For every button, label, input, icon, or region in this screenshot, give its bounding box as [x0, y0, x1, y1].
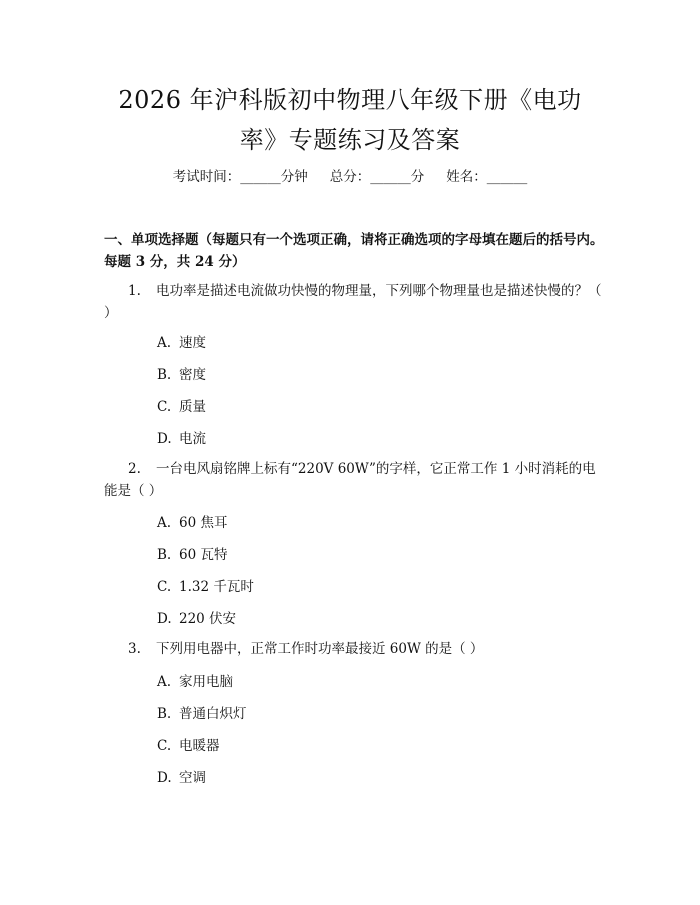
document-title	[60, 80, 640, 160]
option-text: 家用电脑	[179, 674, 233, 690]
option-2c	[157, 577, 254, 597]
title-line-1: 2026 年沪科版初中物理八年级下册《电功	[118, 86, 582, 114]
question-number: 3.	[128, 641, 141, 657]
option-1c	[157, 397, 206, 417]
option-3b	[157, 704, 247, 724]
option-1b	[157, 365, 206, 385]
option-2a	[157, 513, 227, 533]
option-letter: D.	[157, 611, 172, 627]
option-2b	[157, 545, 227, 565]
option-text: 电暖器	[179, 738, 220, 754]
question-1	[104, 280, 602, 324]
option-3c	[157, 736, 220, 756]
option-letter: A.	[157, 674, 172, 690]
question-text: 下列用电器中，正常工作时功率最接近 60W 的是（ ）	[156, 641, 484, 657]
option-3d	[157, 768, 206, 788]
question-number: 1.	[128, 283, 141, 299]
option-3a	[157, 672, 233, 692]
option-1a	[157, 333, 206, 353]
option-letter: D.	[157, 431, 172, 447]
option-letter: B.	[157, 367, 172, 383]
option-letter: D.	[157, 770, 172, 786]
option-letter: A.	[157, 515, 172, 531]
option-text: 1.32 千瓦时	[179, 579, 254, 595]
exam-score: 总分：______分	[329, 169, 425, 185]
question-text: 一台电风扇铭牌上标有“220V 60W”的字样，它正常工作 1 小时消耗的电能是（ ）	[104, 461, 596, 499]
option-text: 220 伏安	[179, 611, 237, 627]
option-text: 电流	[179, 431, 206, 447]
option-letter: A.	[157, 335, 172, 351]
option-letter: C.	[157, 399, 172, 415]
section-heading: 一、单项选择题（每题只有一个选项正确，请将正确选项的字母填在题后的括号内。每题 3 分，共 24 分）	[104, 232, 604, 270]
question-text: 电功率是描述电流做功快慢的物理量，下列哪个物理量也是描述快慢的？（ ）	[104, 283, 602, 321]
option-1d	[157, 429, 206, 449]
option-text: 空调	[179, 770, 206, 786]
option-letter: C.	[157, 579, 172, 595]
option-letter: C.	[157, 738, 172, 754]
exam-time: 考试时间：______分钟	[172, 169, 308, 185]
question-number: 2.	[128, 461, 141, 477]
option-letter: B.	[157, 547, 172, 563]
student-name: 姓名：______	[446, 169, 528, 185]
option-text: 普通白炽灯	[179, 706, 247, 722]
option-letter: B.	[157, 706, 172, 722]
option-text: 60 瓦特	[179, 547, 228, 563]
option-text: 速度	[179, 335, 206, 351]
option-text: 密度	[179, 367, 206, 383]
option-2d	[157, 609, 236, 629]
option-text: 质量	[179, 399, 206, 415]
question-2	[104, 458, 602, 502]
exam-info	[0, 167, 700, 187]
question-3	[104, 638, 602, 660]
title-line-2: 率》专题练习及答案	[239, 126, 461, 154]
option-text: 60 焦耳	[179, 515, 228, 531]
